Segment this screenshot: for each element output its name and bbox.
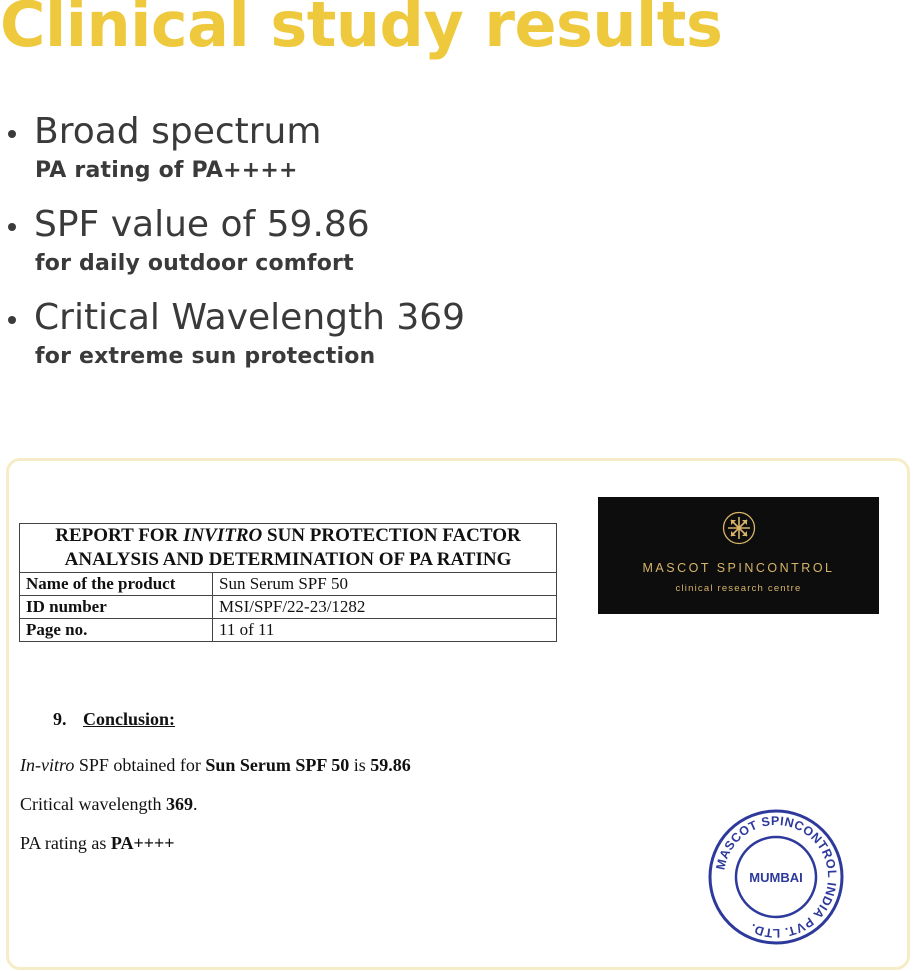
spf-is-text: is: [349, 755, 371, 775]
product-name: Sun Serum SPF 50: [205, 755, 350, 775]
logo-name: MASCOT SPINCONTROL: [642, 561, 835, 575]
wavelength-text: Critical wavelength: [20, 794, 166, 814]
bullet-spf-value: [8, 201, 888, 279]
stamp-center-text: MUMBAI: [749, 870, 803, 885]
bullet-dot-icon: [8, 130, 16, 138]
table-row: [20, 619, 557, 642]
spf-result-line: [20, 755, 411, 776]
section-title: Conclusion:: [83, 709, 176, 729]
stamp-ring-text: MASCOT SPINCONTROL INDIA PVT. LTD.: [713, 813, 840, 941]
feature-bullet-list: [8, 108, 888, 387]
bullet-subtitle: PA rating of PA++++: [35, 158, 298, 183]
wavelength-result-line: [20, 794, 197, 815]
row-value: MSI/SPF/22-23/1282: [213, 596, 557, 619]
report-title-line2: ANALYSIS AND DETERMINATION OF PA RATING: [64, 549, 512, 570]
bullet-critical-wavelength: [8, 294, 888, 372]
report-document-card: [6, 458, 910, 970]
invitro-text: In-vitro: [20, 755, 75, 775]
bullet-title: Critical Wavelength 369: [34, 297, 466, 338]
row-label: ID number: [20, 596, 213, 619]
table-row: [20, 573, 557, 596]
mascot-spincontrol-logo: [598, 497, 879, 614]
wavelength-period: .: [192, 794, 198, 814]
pa-value: PA++++: [110, 833, 175, 853]
wavelength-value: 369: [165, 794, 193, 814]
table-row: [20, 596, 557, 619]
report-title-italic: INVITRO: [183, 525, 263, 546]
bullet-broad-spectrum: [8, 108, 888, 186]
logo-tagline: clinical research centre: [675, 583, 802, 594]
report-header-table: [19, 523, 557, 642]
bullet-subtitle: for daily outdoor comfort: [35, 251, 354, 276]
pa-result-line: [20, 833, 175, 854]
company-stamp-icon: [701, 807, 851, 947]
conclusion-heading: [53, 709, 175, 730]
compass-arrows-icon: [722, 511, 756, 545]
report-title: [20, 524, 557, 573]
pa-text: PA rating as: [20, 833, 111, 853]
page-headline: Clinical study results: [0, 0, 723, 61]
bullet-dot-icon: [8, 316, 16, 324]
report-title-suffix: SUN PROTECTION FACTOR: [262, 525, 521, 546]
bullet-dot-icon: [8, 223, 16, 231]
bullet-title: SPF value of 59.86: [34, 204, 370, 245]
section-number: 9.: [53, 709, 67, 729]
bullet-subtitle: for extreme sun protection: [35, 344, 376, 369]
row-label: Name of the product: [20, 573, 213, 596]
report-title-prefix: REPORT FOR: [55, 525, 184, 546]
bullet-title: Broad spectrum: [34, 111, 322, 152]
row-value: 11 of 11: [213, 619, 557, 642]
spf-value: 59.86: [370, 755, 411, 775]
row-label: Page no.: [20, 619, 213, 642]
spf-text: SPF obtained for: [74, 755, 206, 775]
row-value: Sun Serum SPF 50: [213, 573, 557, 596]
